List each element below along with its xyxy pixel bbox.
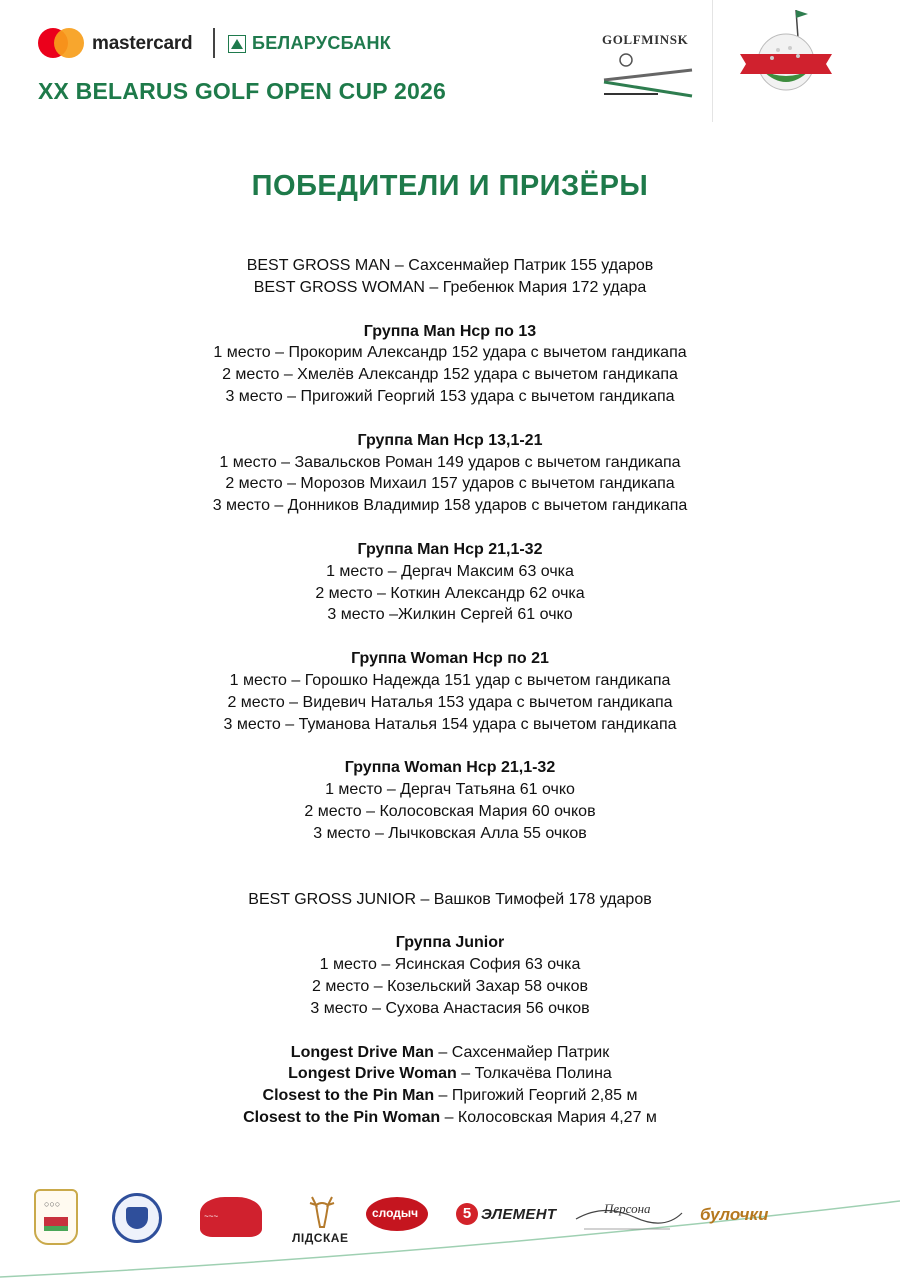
prize-label: Longest Drive Woman bbox=[288, 1065, 457, 1083]
place-1: 1 место – Горошко Надежда 151 удар с вычетом гандикапа bbox=[229, 671, 671, 689]
best-gross-junior-section bbox=[0, 889, 900, 911]
slodych-text: слодыч bbox=[372, 1206, 419, 1220]
place-3: 3 место – Пригожий Георгий 153 удара с вычетом гандикапа bbox=[225, 387, 675, 405]
sponsors-footer bbox=[0, 1185, 900, 1280]
place-2: 2 место – Хмелёв Александр 152 удара с вычетом гандикапа bbox=[222, 366, 678, 384]
element-number: 5 bbox=[456, 1203, 478, 1225]
prize-winner: – Колосовская Мария 4,27 м bbox=[440, 1108, 657, 1126]
element-logo bbox=[456, 1203, 556, 1225]
longest-drive-man bbox=[0, 1042, 900, 1064]
group-title: Группа Woman Hcp по 21 bbox=[351, 650, 549, 668]
prize-winner: – Сахсенмайер Патрик bbox=[433, 1043, 610, 1061]
golfminsk-logo bbox=[598, 28, 698, 108]
place-1: 1 место – Дергач Татьяна 61 очко bbox=[325, 781, 575, 799]
place-2: 2 место – Колосовская Мария 60 очков bbox=[304, 802, 596, 820]
page-title: ПОБЕДИТЕЛИ И ПРИЗЁРЫ bbox=[251, 170, 649, 202]
bulochki-logo bbox=[700, 1205, 768, 1225]
place-1: 1 место – Прокорим Александр 152 удара с вычетом гандикапа bbox=[213, 344, 687, 362]
group-man-hcp-21-32 bbox=[0, 539, 900, 626]
persona-text: Персона bbox=[604, 1201, 651, 1216]
prize-winner: – Толкачёва Полина bbox=[456, 1065, 612, 1083]
mastercard-logo-icon bbox=[38, 28, 84, 58]
best-gross-man: BEST GROSS MAN – Сахсенмайер Патрик 155 ударов bbox=[246, 257, 654, 274]
group-title: Группа Woman Hcp 21,1-32 bbox=[344, 759, 556, 777]
prize-label: Closest to the Pin Woman bbox=[243, 1108, 441, 1126]
best-gross-section bbox=[0, 255, 900, 299]
place-2: 2 место – Козельский Захар 58 очков bbox=[312, 977, 588, 995]
longest-drive-woman bbox=[0, 1063, 900, 1085]
place-3: 3 место – Донников Владимир 158 ударов с вычетом гандикапа bbox=[212, 497, 688, 515]
best-gross-junior: BEST GROSS JUNIOR – Вашков Тимофей 178 ударов bbox=[248, 890, 652, 908]
header-divider bbox=[213, 28, 215, 58]
golf-club-icon bbox=[598, 50, 698, 106]
place-1: 1 место – Дергач Максим 63 очка bbox=[326, 562, 574, 580]
group-woman-hcp-21 bbox=[0, 648, 900, 735]
lidskae-logo bbox=[290, 1193, 350, 1249]
group-man-hcp-13 bbox=[0, 321, 900, 408]
prize-label: Longest Drive Man bbox=[290, 1043, 434, 1061]
golf-ball-trophy-icon bbox=[736, 8, 836, 100]
mastercard-text: mastercard bbox=[92, 33, 193, 54]
group-title: Группа Man Hcp 13,1-21 bbox=[357, 431, 543, 449]
best-gross-woman: BEST GROSS WOMAN – Гребенюк Мария 172 удара bbox=[253, 278, 647, 296]
group-title: Группа Junior bbox=[395, 934, 505, 952]
belarusbank-icon bbox=[228, 35, 246, 53]
closest-pin-man bbox=[0, 1085, 900, 1107]
golfminsk-text: GOLFMINSK bbox=[602, 32, 689, 47]
place-3: 3 место – Сухова Анастасия 56 очков bbox=[310, 999, 590, 1017]
special-prizes bbox=[0, 1042, 900, 1129]
results-content bbox=[0, 170, 900, 1129]
place-2: 2 место – Морозов Михаил 157 ударов с вычетом гандикапа bbox=[225, 475, 675, 493]
lidskae-text: ЛIДСКАЕ bbox=[292, 1231, 349, 1245]
prize-label: Closest to the Pin Man bbox=[262, 1087, 435, 1105]
element-text: ЭЛЕМЕНТ bbox=[481, 1205, 557, 1223]
place-1: 1 место – Ясинская София 63 очка bbox=[319, 956, 581, 974]
olympic-committee-logo-icon: ○○○ bbox=[34, 1189, 78, 1245]
group-junior bbox=[0, 932, 900, 1019]
bulochki-text: булочки bbox=[700, 1205, 769, 1224]
place-3: 3 место – Туманова Наталья 154 удара с вычетом гандикапа bbox=[223, 715, 677, 733]
place-2: 2 место – Видевич Наталья 153 удара с вычетом гандикапа bbox=[227, 693, 673, 711]
place-3: 3 место –Жилкин Сергей 61 очко bbox=[327, 606, 573, 624]
place-3: 3 место – Лычковская Алла 55 очков bbox=[313, 824, 587, 842]
bank-name: БЕЛАРУСБАНК bbox=[252, 33, 392, 53]
prize-winner: – Пригожий Георгий 2,85 м bbox=[434, 1087, 638, 1105]
group-woman-hcp-21-32 bbox=[0, 757, 900, 844]
group-man-hcp-13-21 bbox=[0, 430, 900, 517]
city-emblem-logo-icon bbox=[112, 1193, 162, 1243]
header-separator bbox=[712, 0, 713, 122]
group-title: Группа Man Hcp 21,1-32 bbox=[357, 540, 543, 558]
bow-brand-logo-icon: ~~~ bbox=[200, 1197, 262, 1237]
place-2: 2 место – Коткин Александр 62 очка bbox=[315, 584, 585, 602]
closest-pin-woman bbox=[0, 1107, 900, 1129]
event-title: XX BELARUS GOLF OPEN CUP 2026 bbox=[38, 78, 446, 104]
header bbox=[0, 0, 900, 125]
belarusbank-logo bbox=[228, 33, 391, 54]
place-1: 1 место – Завальсков Роман 149 ударов с вычетом гандикапа bbox=[219, 453, 681, 471]
slodych-logo bbox=[366, 1197, 428, 1231]
persona-logo bbox=[574, 1199, 684, 1235]
group-title: Группа Man Hcp по 13 bbox=[363, 322, 537, 340]
deer-icon bbox=[302, 1193, 342, 1229]
